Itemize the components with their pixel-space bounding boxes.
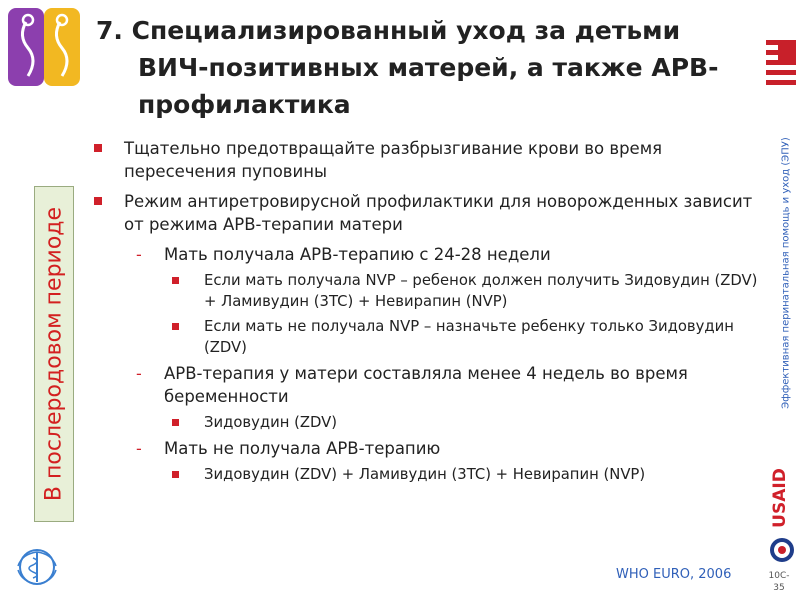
sub-item-text: Мать не получала АРВ-терапию: [164, 439, 441, 458]
page-number-line-1: 10C-: [768, 571, 790, 581]
main-content: [90, 137, 770, 489]
sub-sub-item-text: Зидовудин (ZDV): [204, 414, 338, 431]
item-text: Тщательно предотвращайте разбрызгивание крови во время пересечения пуповины: [124, 139, 663, 181]
sub-list-item: [90, 437, 770, 460]
bullet-square-icon: [172, 419, 179, 426]
dash-marker: -: [136, 439, 142, 458]
list-item: [90, 190, 770, 236]
bullet-square-icon: [94, 144, 102, 152]
sub-sub-item-text: Если мать не получала NVP – назначьте ребенку только Зидовудин (ZDV): [204, 318, 734, 356]
sub-sub-list-item: [90, 464, 770, 485]
sub-sub-list-item: [90, 412, 770, 433]
sub-list-item: [90, 243, 770, 266]
page-title: [96, 12, 746, 123]
title-line-1: 7. Специализированный уход за детьми: [96, 16, 681, 45]
mother-child-logo-icon: [8, 8, 80, 86]
footer-source: WHO EURO, 2006: [616, 567, 732, 582]
left-section-label: В послеродовом периоде: [41, 206, 67, 502]
right-label-text: Эффективная перинатальная помощь и уход (ЭПУ): [780, 137, 792, 409]
title-line-2: ВИЧ-позитивных матерей, а также АРВ-: [138, 53, 719, 82]
left-section-box: [34, 186, 74, 522]
bullet-square-icon: [172, 323, 179, 330]
bullet-square-icon: [172, 277, 179, 284]
sub-sub-list-item: [90, 270, 770, 312]
title-line-3: профилактика: [138, 90, 351, 119]
usaid-logo: [766, 462, 794, 534]
sub-sub-item-text: Если мать получала NVP – ребенок должен получить Зидовудин (ZDV) + Ламивудин (3TC) + Невирапин (NVP): [204, 272, 758, 310]
usaid-text: USAID: [770, 468, 790, 528]
page-number-line-2: 35: [773, 583, 785, 593]
bullet-square-icon: [94, 197, 102, 205]
sub-sub-list-item: [90, 316, 770, 358]
sub-sub-item-text: Зидовудин (ZDV) + Ламивудин (3TC) + Невирапин (NVP): [204, 466, 646, 483]
us-flag-icon: [766, 40, 796, 92]
sub-item-text: АРВ-терапия у матери составляла менее 4 недель во время беременности: [164, 364, 688, 406]
seal-icon: [768, 536, 796, 564]
sub-list-item: [90, 362, 770, 408]
bullet-square-icon: [172, 471, 179, 478]
dash-marker: -: [136, 364, 142, 383]
list-item: [90, 137, 770, 183]
dash-marker: -: [136, 245, 142, 264]
right-sidebar-label: [776, 128, 796, 418]
sub-item-text: Мать получала АРВ-терапию с 24-28 недели: [164, 245, 551, 264]
page-number: [764, 570, 794, 594]
who-emblem-icon: [12, 546, 62, 588]
item-text: Режим антиретровирусной профилактики для новорожденных зависит от режима АРВ-терапии матери: [124, 192, 753, 234]
